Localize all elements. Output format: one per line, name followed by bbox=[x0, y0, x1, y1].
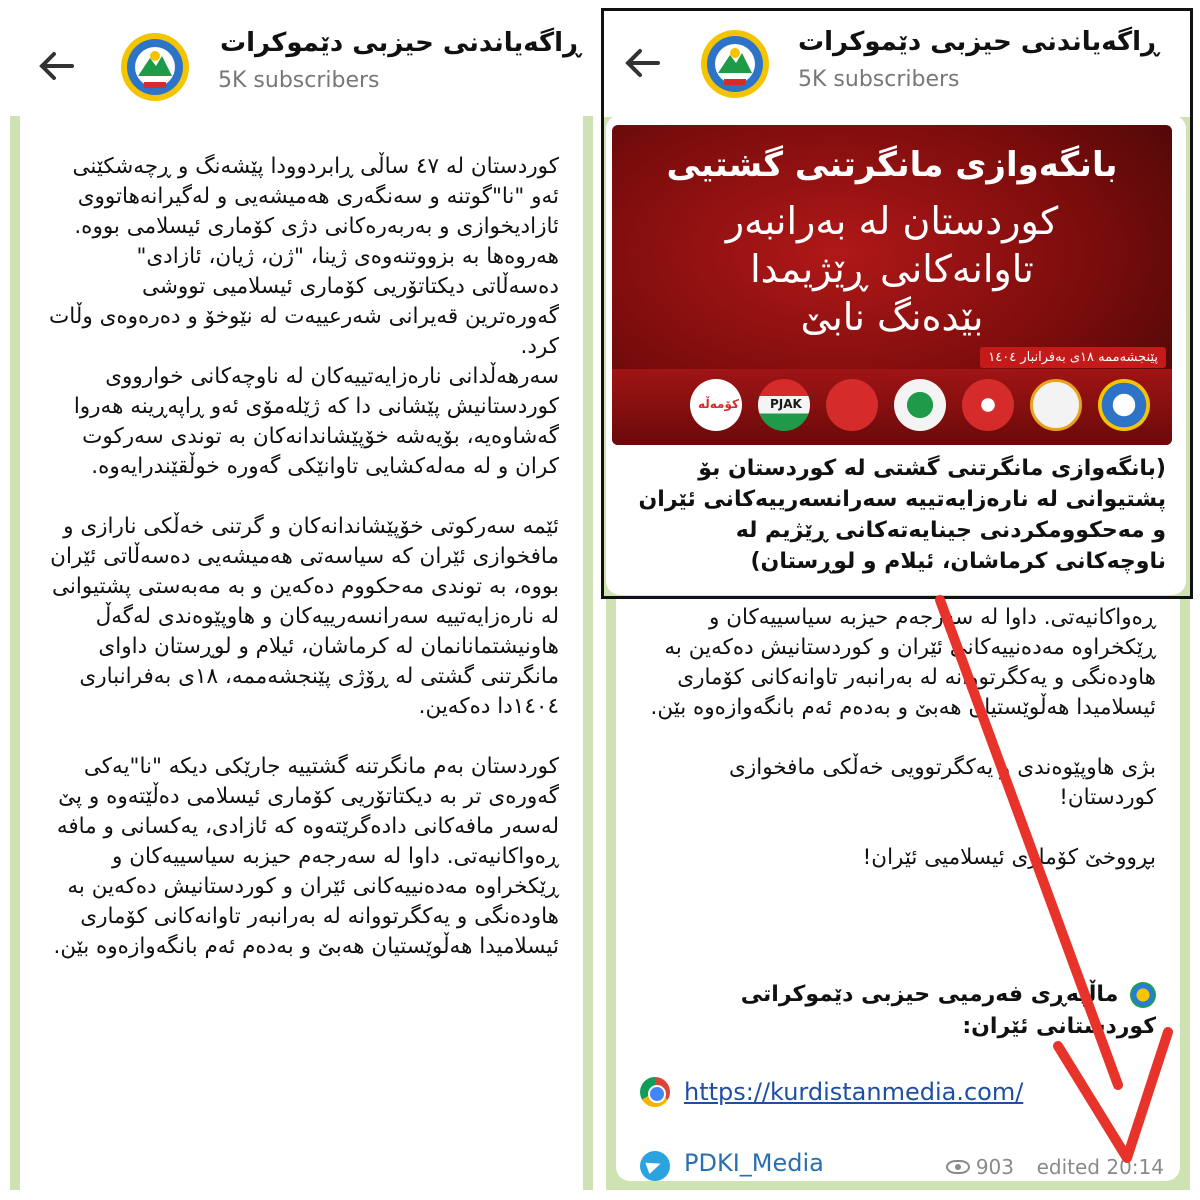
message-footer bbox=[640, 1151, 1164, 1181]
banner-line-3: بێدەنگ نابێ bbox=[800, 295, 984, 339]
message-caption: (بانگەوازی مانگرتنی گشتی لە کوردستان بۆ پشتیوانی لە نارەزایەتییە سەرانسەرییەکانی ئێران و مەحکوومکردنی جینایەتەکانی ڕێژیم لە ناوچەکانی کرماشان، ئیلام و لوڕستان) bbox=[638, 456, 1166, 574]
banner-line-2: تاوانەکانی ڕێژیمدا bbox=[750, 247, 1034, 291]
telegram-icon bbox=[640, 1151, 670, 1181]
eye-icon bbox=[946, 1160, 970, 1174]
channel-title[interactable]: ڕاگەیاندنی حیزبی دێموکرات bbox=[220, 28, 581, 58]
source-line bbox=[636, 979, 1156, 1043]
red-star-logo-icon bbox=[962, 379, 1014, 431]
message-bubble-continued bbox=[616, 599, 1180, 1181]
website-link[interactable]: https://kurdistanmedia.com/ bbox=[684, 1078, 1024, 1106]
banner-date: پێنجشەممە ١٨ی بەفرانبار ١٤٠٤ bbox=[980, 347, 1166, 368]
channel-title[interactable]: ڕاگەیاندنی حیزبی دێموکرات bbox=[798, 27, 1159, 57]
message-body: ڕەواکانیەتی. داوا لە سەرجەم حیزبە سیاسییەکان و ڕێکخراوە مەدەنییەکانی ئێران و کوردستانیش دەکەین بە هاودەنگی و یەکگرتووانە لە بەرانبەر تاوانەکانی کۆماری ئیسلامیدا هەڵوێستیان هەبێ و بەدەم ئەم بانگەوازەوە بێن. بژی هاوپێوەندی و یەکگرتوویی خەڵکی مافخوازی کوردستان! بڕووخێ کۆماری ئیسلامیی ئێران! bbox=[650, 605, 1156, 870]
message-bubble bbox=[606, 115, 1186, 595]
channel-header bbox=[604, 11, 1190, 117]
left-screenshot bbox=[10, 10, 593, 1190]
source-text: ماڵپەڕی فەرمیی حیزبی دێموکراتی کوردستانی ئێران: bbox=[740, 982, 1156, 1039]
channel-header bbox=[10, 10, 593, 116]
message-text: کوردستان لە ٤٧ ساڵی ڕابردوودا پێشەنگ و ڕچەشکێنی ئەو "نا"گوتنە و سەنگەری هەمیشەیی و لەگیرانەهاتووی ئازادیخوازی و بەربەرەکانی دژی کۆماری ئیسلامی بووە. هەروەها بە بزووتنەوەی ژینا، "ژن، ژیان، ئازادی" دەسەڵاتی دیکتاتۆریی کۆماری ئیسلامیی تووشی گەورەترین قەیرانی شەرعییەت لە نێوخۆ و دەرەوەی وڵات کرد. سەرهەڵدانی نارەزایەتییەکان لە ناوچەکانی خوارووی کوردستانیش پێشانی دا کە ژێلەمۆی ئەو ڕاپەڕینە هەروا گەشاوەیە، بۆیەشە خۆپێشاندانەکان بە توندی سەرکوت کران و لە مەلەکشایی تاوانێکی گەورە خوڵقێندرایەوە. ئێمە سەرکوتی خۆپێشاندانەکان و گرتنی خەڵکی نارازی و مافخوازی ئێران کە سیاسەتی هەمیشەیی دەسەڵاتی ئێران بووە، بە توندی مەحکووم دەکەین و بە مەبەستی پشتیوانی لە نارەزایەتییە سەرانسەرییەکان و هاوپێوەندی لەگەڵ هاونیشتمانانمان لە کرماشان، ئیلام و لوڕستان داوای مانگرتنی گشتی لە ڕۆژی پێنجشەممە، ١٨ی بەفرانباری ١٤٠٤دا دەکەین. کوردستان بەم مانگرتنە گشتییە جارێکی دیکە "نا"یەکی گەورەی تر بە دیکتاتۆریی کۆماری ئیسلامی دەڵێتەوە و پێ لەسەر مافەکانی دادەگرێتەوە کە ئازادی، یەکسانی و مافە ڕەواکانیەتی. داوا لە سەرجەم حیزبە سیاسییەکان و ڕێکخراوە مەدەنییەکانی ئێران و کوردستانیش دەکەین بە هاودەنگی و یەکگرتووانە لە بەرانبەر تاوانەکانی کۆماری ئیسلامیدا هەڵوێستیان هەبێ و بەدەم ئەم بانگەوازەوە بێن. bbox=[49, 154, 559, 959]
pak-logo-icon bbox=[1030, 379, 1082, 431]
mountain-logo-icon bbox=[894, 379, 946, 431]
edited-timestamp: edited 20:14 bbox=[1036, 1155, 1164, 1179]
subscriber-count: 5K subscribers bbox=[798, 67, 960, 92]
link-row bbox=[640, 1077, 1023, 1107]
red-circle-logo-icon bbox=[826, 379, 878, 431]
view-count bbox=[946, 1155, 1014, 1179]
message-bubble bbox=[10, 116, 593, 1190]
pdki-logo-icon bbox=[1098, 379, 1150, 431]
right-bottom-screenshot bbox=[606, 599, 1190, 1190]
subscriber-count: 5K subscribers bbox=[218, 68, 380, 93]
chrome-icon bbox=[640, 1077, 670, 1107]
party-logos-strip bbox=[612, 369, 1172, 445]
back-arrow-icon[interactable] bbox=[618, 39, 666, 87]
party-logo-icon[interactable] bbox=[700, 29, 770, 99]
banner-line-1: کوردستان لە بەرانبەر bbox=[725, 199, 1059, 243]
pjak-label: PJAK bbox=[770, 397, 802, 411]
banner-title: بانگەوازی مانگرتنی گشتیی bbox=[666, 145, 1118, 185]
view-count-value: 903 bbox=[975, 1155, 1014, 1179]
komala-label: کۆمەڵە bbox=[698, 397, 739, 411]
right-top-screenshot bbox=[601, 8, 1193, 599]
channel-handle-link[interactable]: PDKI_Media bbox=[684, 1149, 824, 1177]
back-arrow-icon[interactable] bbox=[32, 42, 80, 90]
party-logo-icon[interactable] bbox=[120, 32, 190, 102]
globe-icon bbox=[1130, 982, 1156, 1008]
strike-banner-image[interactable] bbox=[612, 125, 1172, 445]
